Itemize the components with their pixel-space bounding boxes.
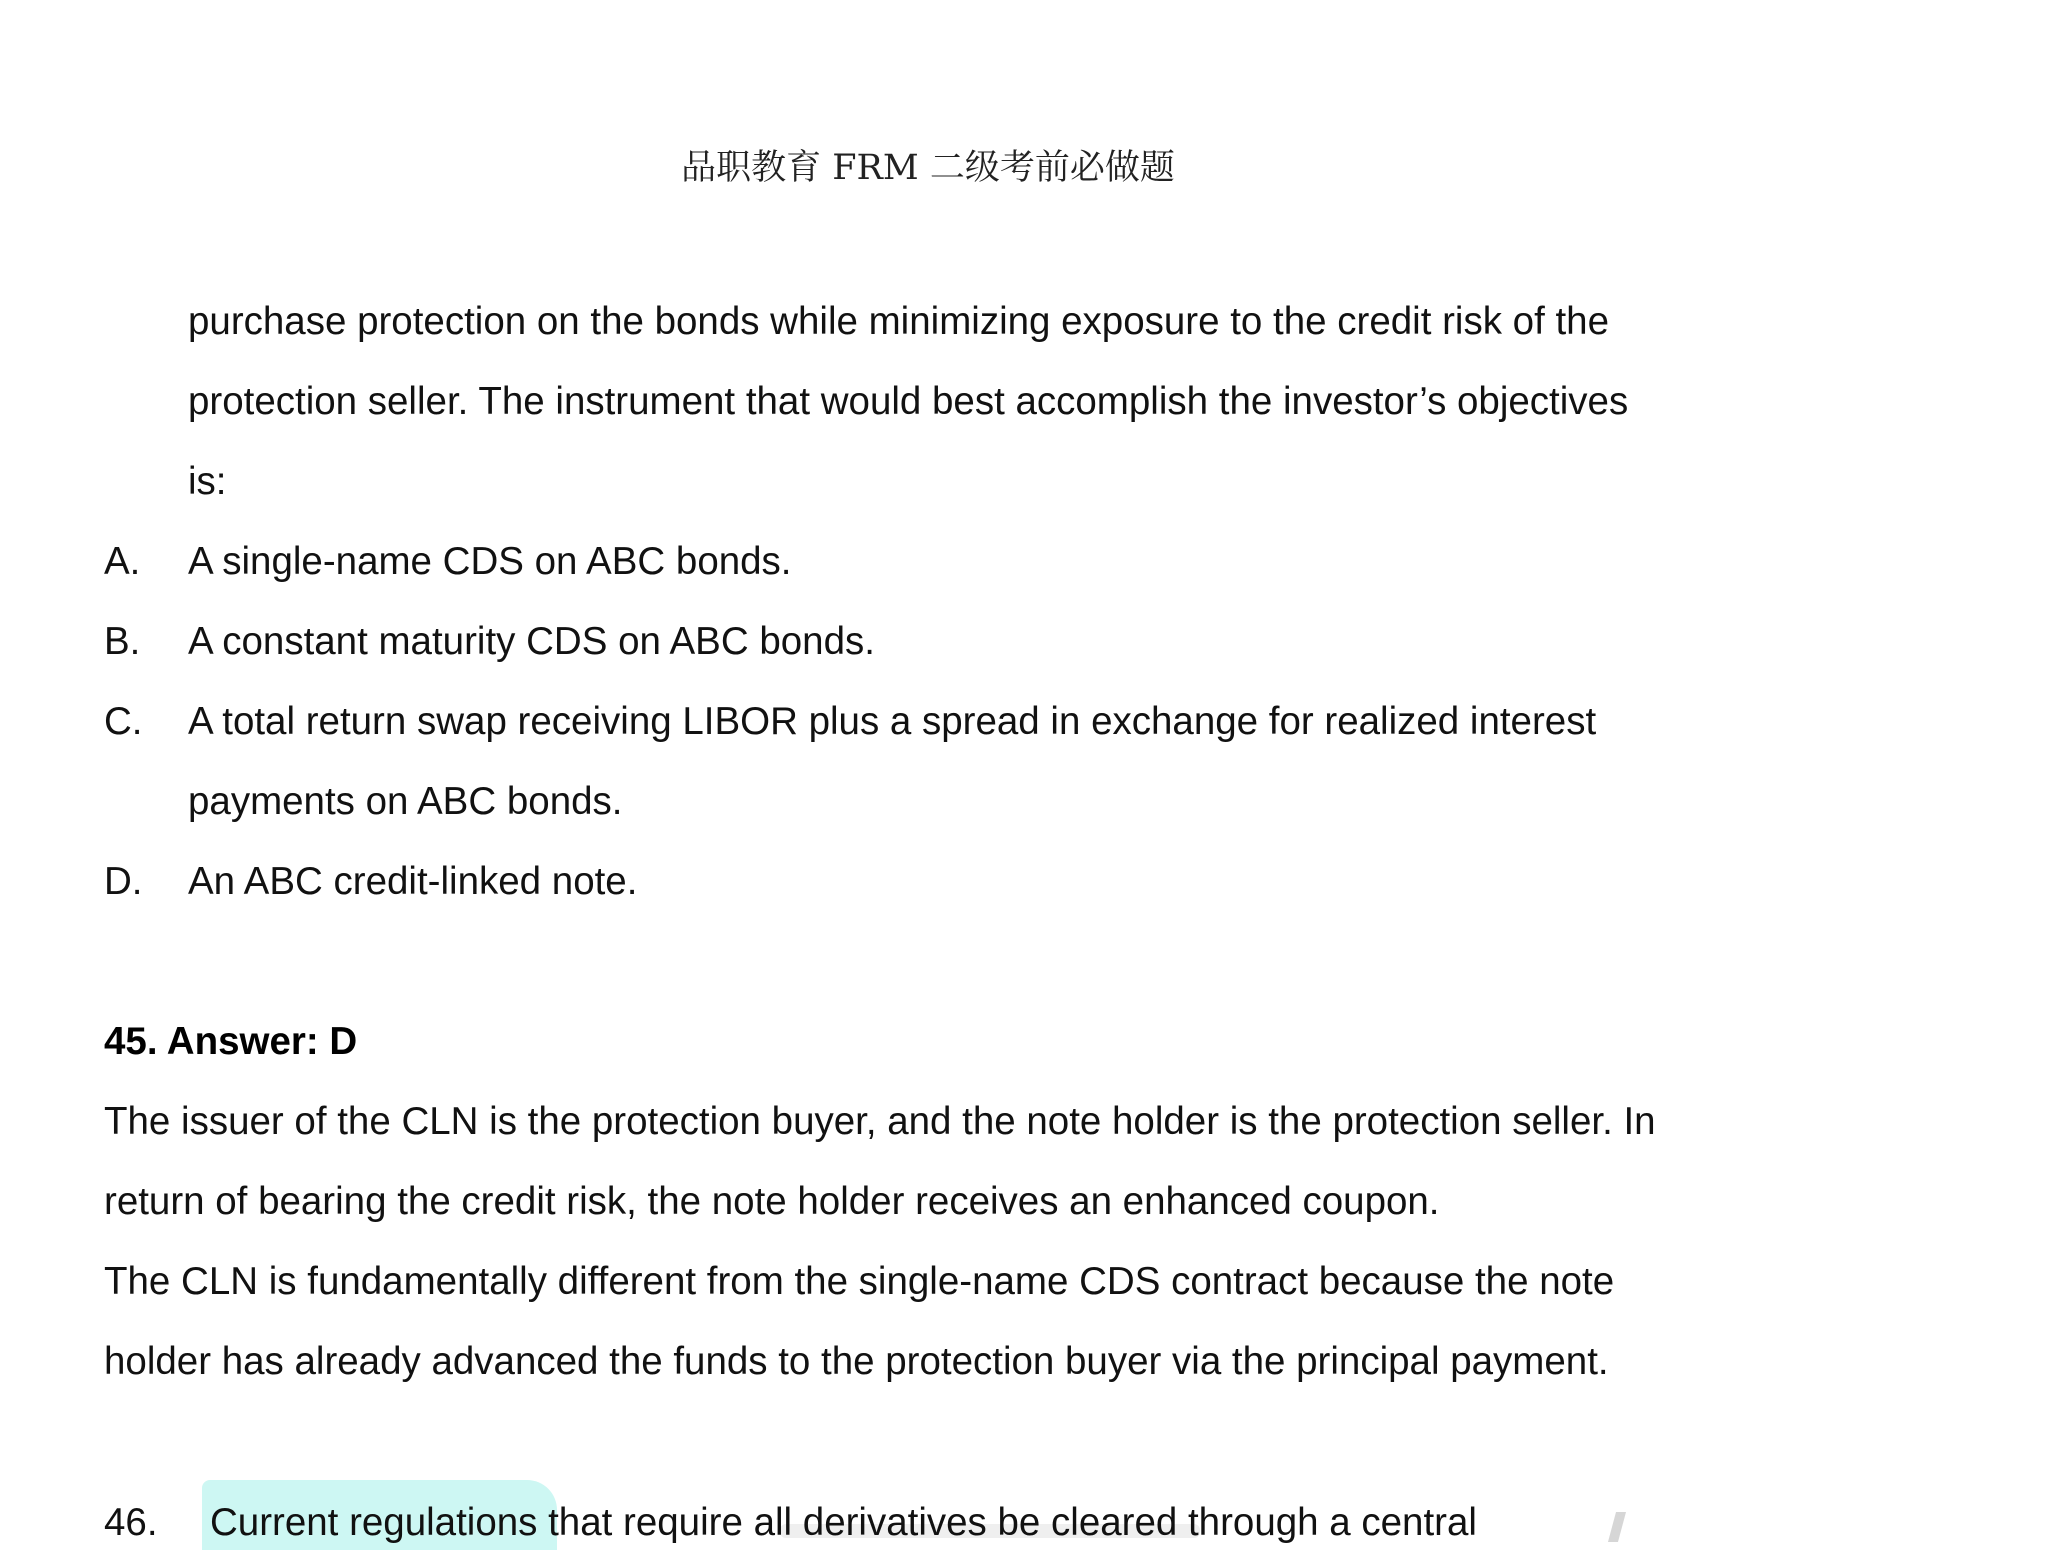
question-46-text: Current regulations that require all derivatives be cleared through a central — [210, 1501, 1477, 1544]
option-c-letter: C. — [104, 700, 143, 743]
option-c-text-line-2: payments on ABC bonds. — [188, 780, 623, 823]
option-a-letter: A. — [104, 540, 141, 583]
option-d-letter: D. — [104, 860, 143, 903]
question-46-number: 46. — [104, 1501, 158, 1544]
question-stem-line-2: protection seller. The instrument that would best accomplish the investor’s objectives — [188, 380, 1629, 423]
question-stem-line-3: is: — [188, 460, 227, 503]
answer-paragraph-line-3: The CLN is fundamentally different from the single-name CDS contract because the note — [104, 1260, 1615, 1303]
answer-paragraph-line-4: holder has already advanced the funds to the protection buyer via the principal payment. — [104, 1340, 1609, 1383]
answer-paragraph-line-2: return of bearing the credit risk, the note holder receives an enhanced coupon. — [104, 1180, 1440, 1223]
question-stem-line-1: purchase protection on the bonds while minimizing exposure to the credit risk of the — [188, 300, 1609, 343]
page-header: 品职教育 FRM 二级考前必做题 — [681, 148, 1175, 188]
answer-paragraph-line-1: The issuer of the CLN is the protection buyer, and the note holder is the protection seller. In — [104, 1100, 1656, 1143]
option-a-text: A single-name CDS on ABC bonds. — [188, 540, 792, 583]
watermark-fragment — [1608, 1512, 1626, 1542]
option-c-text-line-1: A total return swap receiving LIBOR plus a spread in exchange for realized interest — [188, 700, 1597, 743]
option-d-text: An ABC credit-linked note. — [188, 860, 638, 903]
option-b-text: A constant maturity CDS on ABC bonds. — [188, 620, 875, 663]
answer-heading: 45. Answer: D — [104, 1020, 358, 1063]
option-b-letter: B. — [104, 620, 141, 663]
